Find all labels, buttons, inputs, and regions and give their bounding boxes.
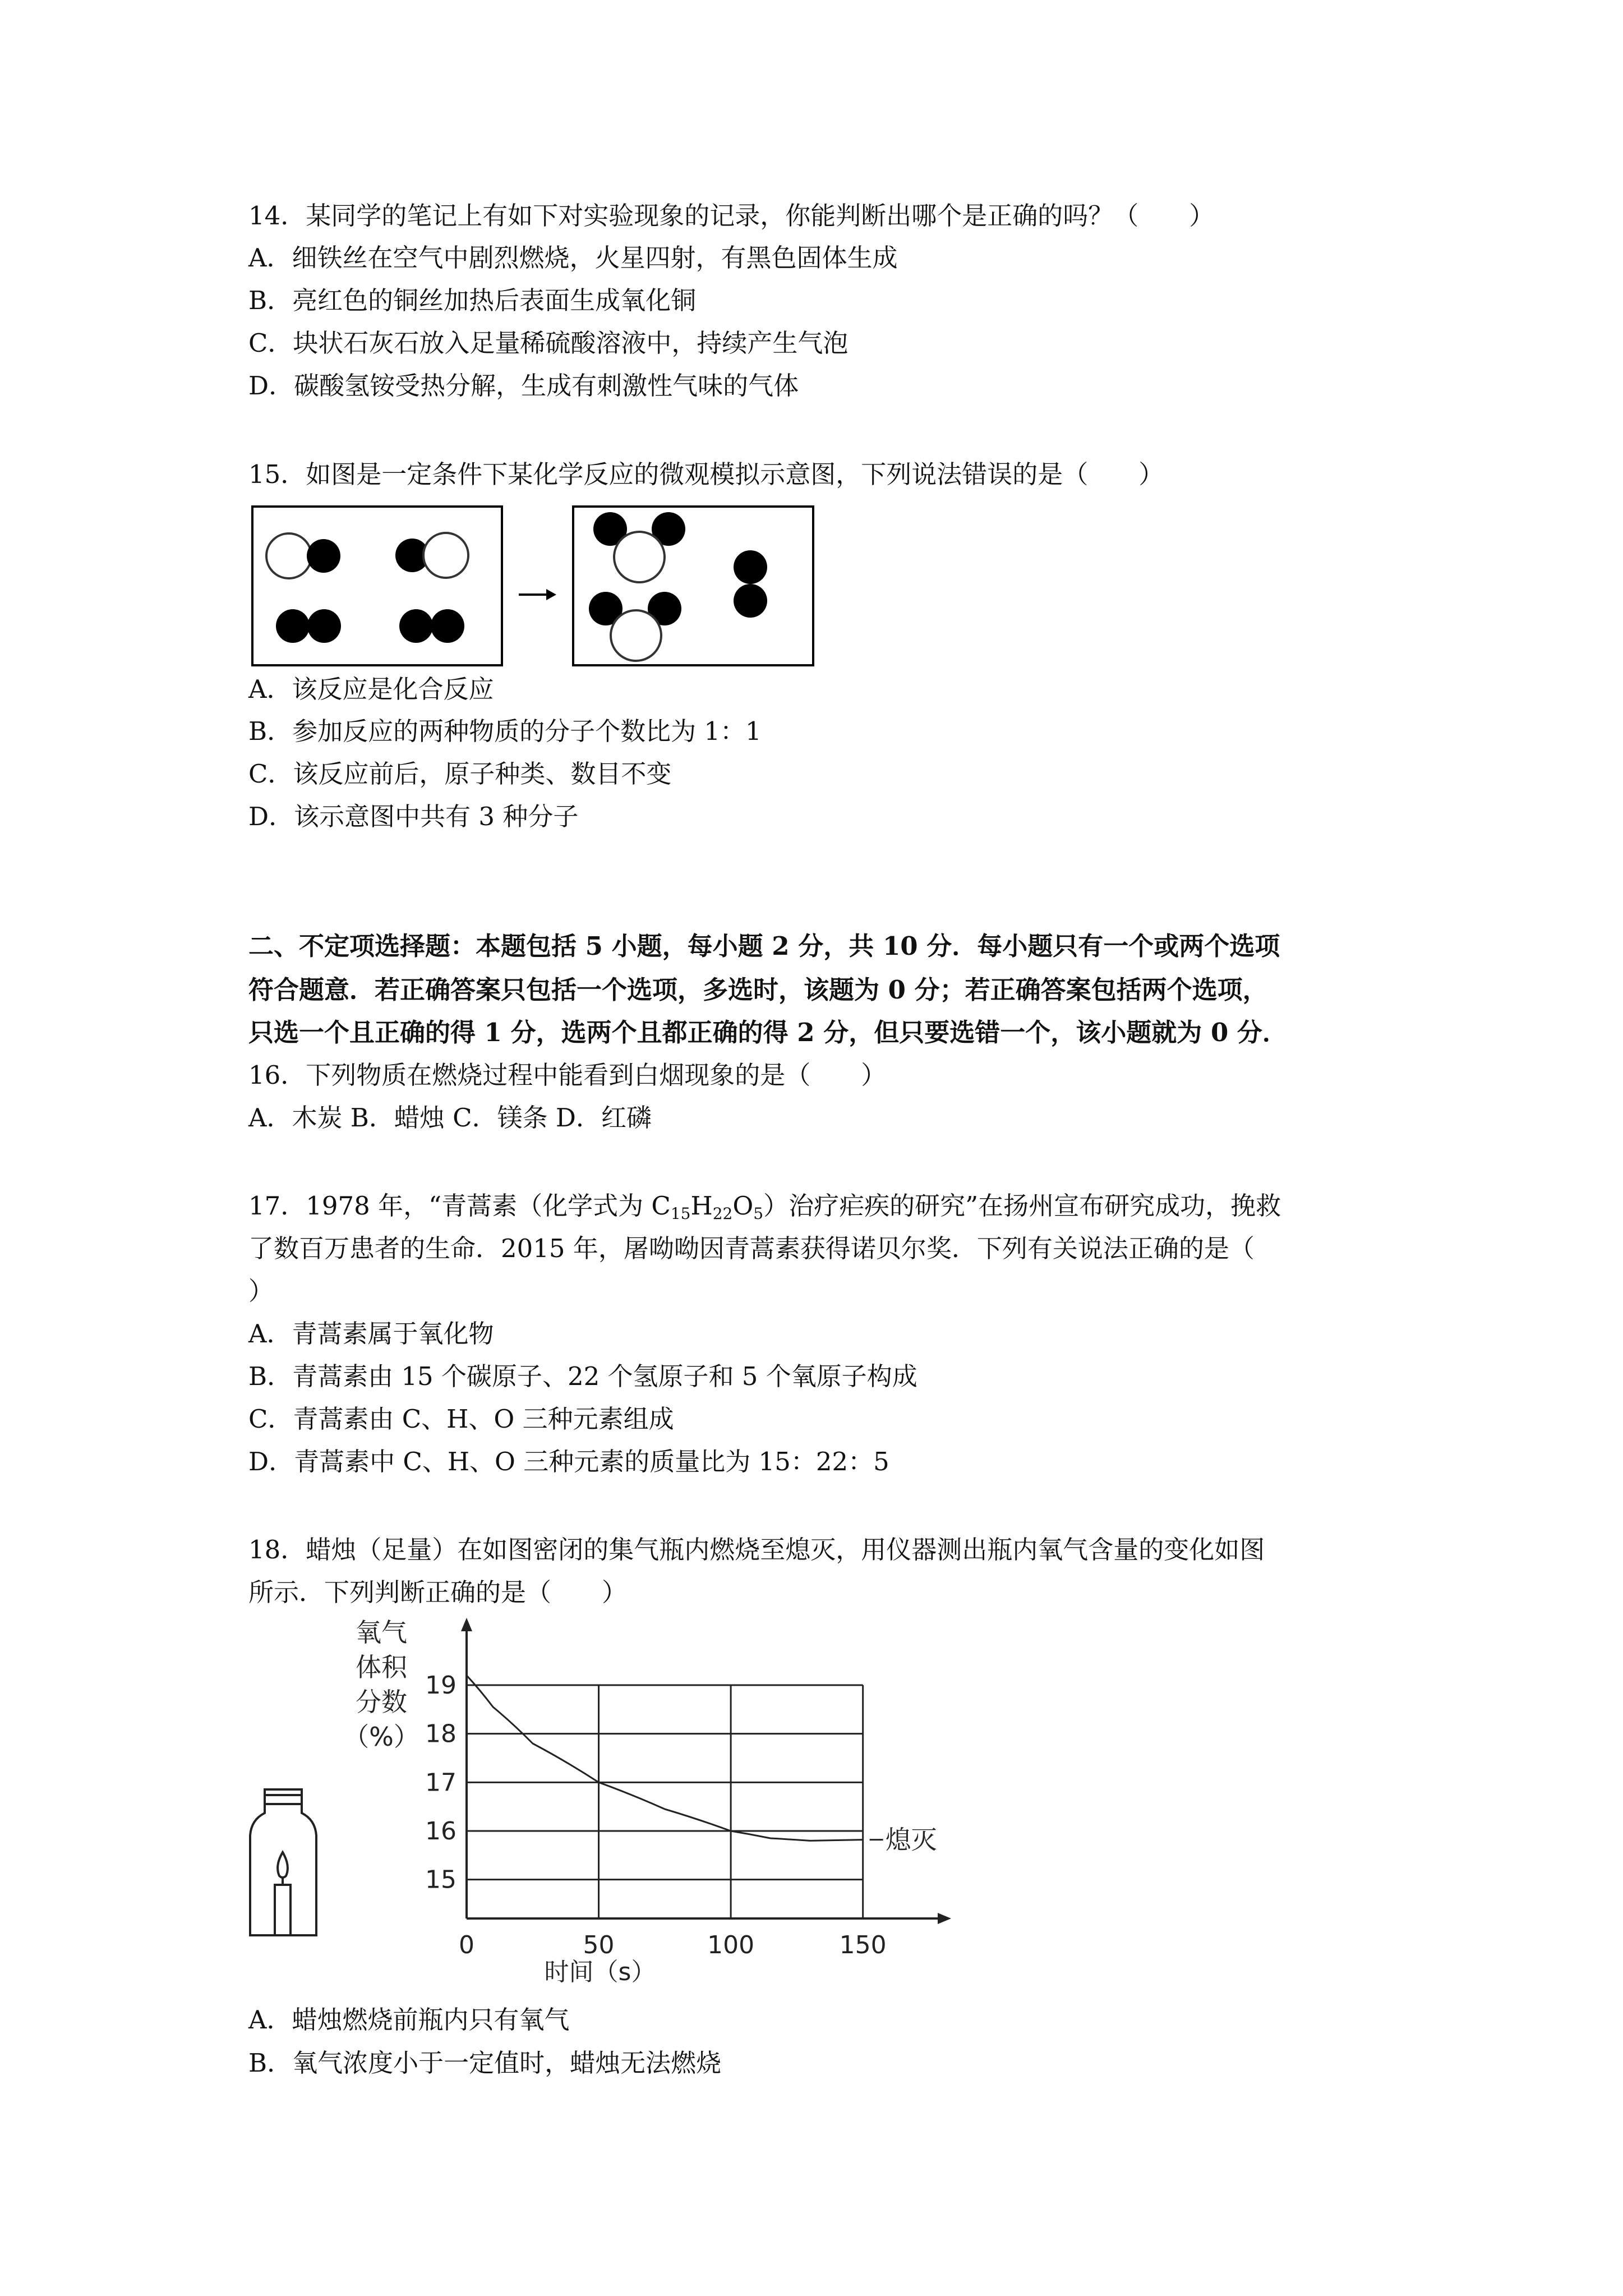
q17-stem-line2: 了数百万患者的生命．2015 年，屠呦呦因青蒿素获得诺贝尔奖．下列有关说法正确的是（ bbox=[248, 1234, 1255, 1263]
jar-stopper bbox=[265, 1789, 302, 1804]
q17-option-a: A．青蒿素属于氧化物 bbox=[248, 1319, 494, 1349]
flame-icon bbox=[278, 1852, 288, 1878]
product-molecule-1 bbox=[593, 512, 685, 582]
q14-option-b: B．亮红色的铜丝加热后表面生成氧化铜 bbox=[248, 286, 697, 315]
x-tick-label-150: 150 bbox=[839, 1931, 887, 1959]
q18-option-b: B．氧气浓度小于一定值时，蜡烛无法燃烧 bbox=[248, 2048, 722, 2078]
reactant-molecule-4 bbox=[399, 609, 464, 643]
y-axis-label-line-2: 分数 bbox=[356, 1687, 407, 1717]
reaction-arrow bbox=[519, 589, 556, 600]
chart-series bbox=[467, 1676, 863, 1841]
x-axis-label: 时间（s） bbox=[544, 1958, 656, 1986]
formula-subscript-c: 15 bbox=[670, 1204, 691, 1223]
y-tick-label-16: 16 bbox=[425, 1817, 457, 1846]
formula-subscript-o: 5 bbox=[753, 1204, 764, 1223]
q18-stem-line1: 18．蜡烛（足量）在如图密闭的集气瓶内燃烧至熄灭，用仪器测出瓶内氧气含量的变化如图 bbox=[248, 1535, 1265, 1565]
q17-option-c: C．青蒿素由 C、H、O 三种元素组成 bbox=[248, 1404, 674, 1434]
candle-icon bbox=[275, 1885, 291, 1935]
y-axis-label bbox=[343, 1617, 419, 1752]
q14-stem: 14．某同学的笔记上有如下对实验现象的记录，你能判断出哪个是正确的吗？（ ） bbox=[248, 201, 1215, 231]
x-axis-arrow-icon bbox=[938, 1913, 951, 1924]
reactant-molecule-3 bbox=[276, 609, 341, 643]
chart-annotation bbox=[870, 1825, 937, 1855]
y-axis-arrow-icon bbox=[461, 1618, 472, 1631]
reactant-molecule-1 bbox=[266, 533, 340, 578]
formula-subscript-h: 22 bbox=[712, 1204, 733, 1223]
x-tick-label-0: 0 bbox=[459, 1931, 474, 1959]
q15-stem: 15．如图是一定条件下某化学反应的微观模拟示意图，下列说法错误的是（ ） bbox=[248, 459, 1164, 489]
y-axis-label-line-3: （%） bbox=[343, 1722, 419, 1752]
chart-grid bbox=[467, 1685, 863, 1918]
x-tick-label-100: 100 bbox=[707, 1931, 755, 1959]
reactant-molecule-2 bbox=[395, 533, 468, 578]
y-axis-label-line-1: 体积 bbox=[356, 1652, 407, 1682]
q14-option-a: A．细铁丝在空气中剧烈燃烧，火星四射，有黑色固体生成 bbox=[248, 243, 898, 273]
q16-stem: 16．下列物质在燃烧过程中能看到白烟现象的是（ ） bbox=[248, 1060, 887, 1090]
x-tick-label-50: 50 bbox=[583, 1931, 615, 1959]
q15-option-a: A．该反应是化合反应 bbox=[248, 674, 494, 704]
q15-option-d: D．该示意图中共有 3 种分子 bbox=[248, 802, 579, 831]
q17-stem-part2: ）治疗疟疾的研究”在扬州宣布研究成功，挽救 bbox=[763, 1191, 1281, 1221]
y-tick-label-17: 17 bbox=[425, 1768, 457, 1797]
q17-stem-line1 bbox=[248, 1189, 1281, 1223]
section2-heading-line2: 符合题意．若正确答案只包括一个选项，多选时，该题为 0 分；若正确答案包括两个选项， bbox=[248, 975, 1268, 1005]
q17-stem-line3: ） bbox=[248, 1276, 274, 1306]
q17-option-d: D．青蒿素中 C、H、O 三种元素的质量比为 15：22：5 bbox=[248, 1447, 889, 1476]
q16-options: A．木炭 B．蜡烛 C．镁条 D．红磷 bbox=[248, 1103, 652, 1133]
chart-axes bbox=[461, 1618, 951, 1924]
product-molecule-2 bbox=[589, 592, 681, 661]
oxygen-volume-chart bbox=[336, 1616, 953, 1986]
q18-stem-line2: 所示．下列判断正确的是（ ） bbox=[248, 1577, 628, 1607]
q14-option-c: C．块状石灰石放入足量稀硫酸溶液中，持续产生气泡 bbox=[248, 328, 849, 358]
series-line-0 bbox=[467, 1676, 863, 1841]
q14-option-d: D．碳酸氢铵受热分解，生成有刺激性气味的气体 bbox=[248, 371, 799, 401]
reaction-micro-diagram bbox=[247, 501, 819, 671]
product-molecule-3 bbox=[734, 550, 767, 618]
q17-stem-part1: 17．1978 年，“青蒿素（化学式为 C bbox=[248, 1191, 671, 1221]
q15-option-c: C．该反应前后，原子种类、数目不变 bbox=[248, 759, 672, 789]
section2-heading-line3: 只选一个且正确的得 1 分，选两个且都正确的得 2 分，但只要选错一个，该小题就为 0 分． bbox=[248, 1018, 1288, 1047]
y-tick-label-15: 15 bbox=[425, 1865, 457, 1894]
annotation-text: 熄灭 bbox=[885, 1824, 937, 1855]
y-tick-label-18: 18 bbox=[425, 1719, 457, 1749]
q17-option-b: B．青蒿素由 15 个碳原子、22 个氢原子和 5 个氧原子构成 bbox=[248, 1361, 917, 1391]
sealed-jar-with-candle bbox=[241, 1784, 325, 1941]
y-axis-label-line-0: 氧气 bbox=[356, 1617, 407, 1648]
q15-option-b: B．参加反应的两种物质的分子个数比为 1：1 bbox=[248, 716, 762, 746]
q18-option-a: A．蜡烛燃烧前瓶内只有氧气 bbox=[248, 2005, 570, 2035]
chart-tick-labels bbox=[425, 1671, 887, 1959]
section2-heading-line1: 二、不定项选择题：本题包括 5 小题，每小题 2 分，共 10 分．每小题只有一个或两个选项 bbox=[248, 931, 1280, 961]
formula-o: O bbox=[732, 1191, 754, 1221]
formula-h: H bbox=[690, 1191, 713, 1221]
y-tick-label-19: 19 bbox=[425, 1671, 457, 1700]
